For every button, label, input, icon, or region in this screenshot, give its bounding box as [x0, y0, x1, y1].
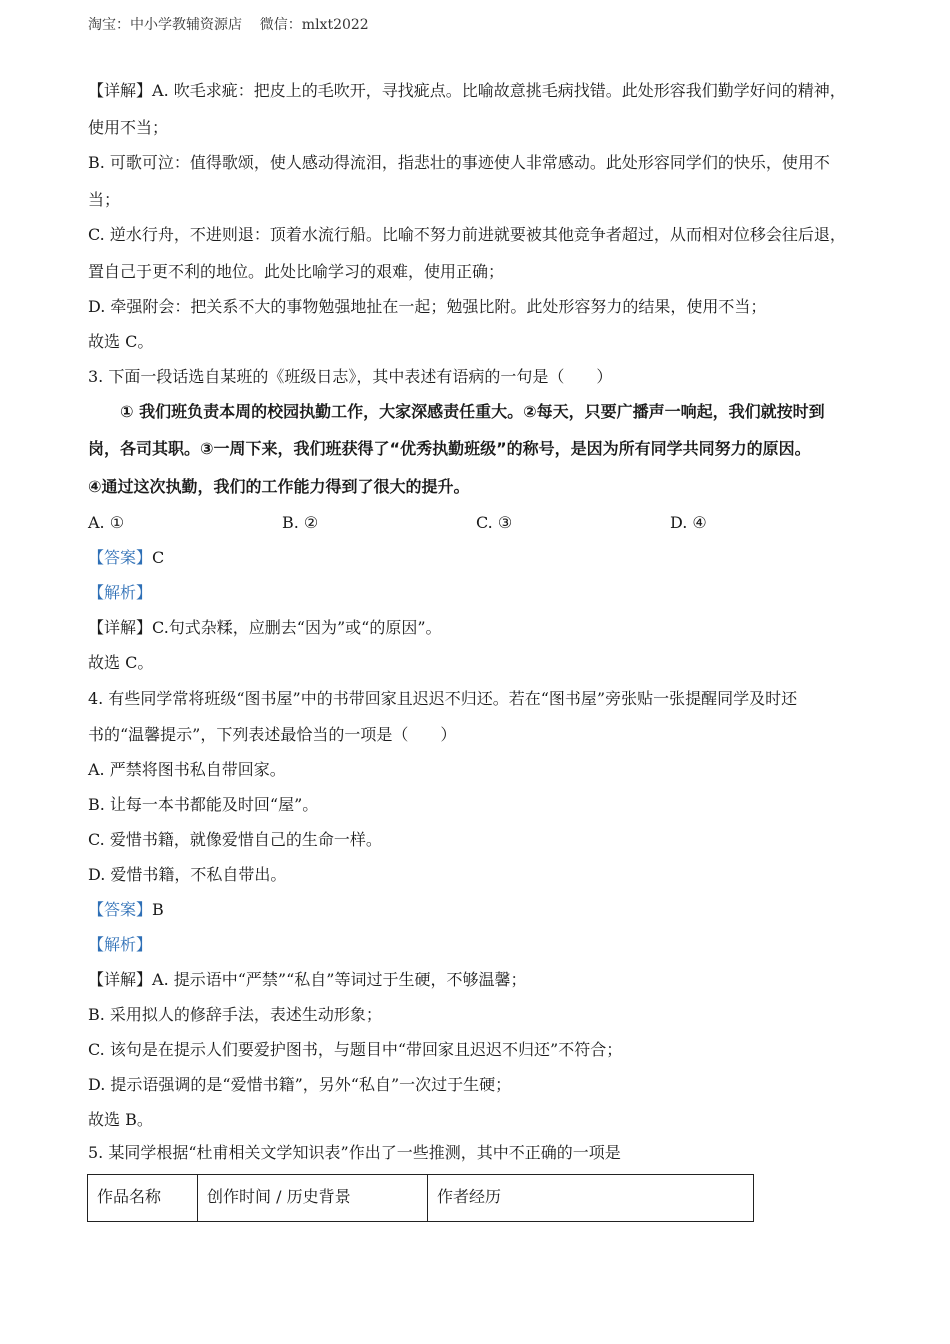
q2-detail-a: 【详解】A. 吹毛求疵：把皮上的毛吹开，寻找疵点。比喻故意挑毛病找错。此处形容我们勤学好问的精神， — [88, 81, 846, 100]
q3-detail: 【详解】C.句式杂糅，应删去“因为”或“的原因”。 — [88, 618, 442, 637]
q2-detail-b: B. 可歌可泣：值得歌颂，使人感动得流泪，指悲壮的事迹使人非常感动。此处形容同学们的快乐，使用不 — [88, 153, 830, 172]
q3-stem: 3. 下面一段话选自某班的《班级日志》，其中表述有语病的一句是（ ） — [88, 367, 613, 386]
q2-conclusion: 故选 C。 — [88, 332, 154, 351]
q3-passage-line3: ④通过这次执勤，我们的工作能力得到了很大的提升。 — [88, 477, 470, 496]
q4-detail-c: C. 该句是在提示人们要爱护图书，与题目中“带回家且迟迟不归还”不符合； — [88, 1040, 623, 1059]
detail-label: 【详解】 — [88, 81, 153, 100]
q4-detail-a: 【详解】A. 提示语中“严禁”“私自”等词过于生硬，不够温馨； — [88, 970, 527, 989]
table-header-cell: 作品名称 — [88, 1175, 198, 1222]
q3-passage-line2: 岗，各司其职。③一周下来，我们班获得了“优秀执勤班级”的称号，是因为所有同学共同努力的原因。 — [88, 439, 811, 458]
q3-passage-line1: ① 我们班负责本周的校园执勤工作，大家深感责任重大。②每天，只要广播声一响起，我们就按时到 — [120, 402, 825, 421]
q4-detail-b: B. 采用拟人的修辞手法，表述生动形象； — [88, 1005, 382, 1024]
table-header-row — [88, 1175, 754, 1222]
q3-option-a: A. ① — [88, 513, 125, 532]
q4-option-b: B. 让每一本书都能及时回“屋”。 — [88, 795, 319, 814]
q2-detail-c: C. 逆水行舟，不进则退：顶着水流行船。比喻不努力前进就要被其他竞争者超过，从而相对位移会往后退， — [88, 225, 846, 244]
dufu-knowledge-table — [87, 1174, 754, 1222]
answer-label: 【答案】 — [88, 548, 153, 567]
table-header-cell: 创作时间 / 历史背景 — [198, 1175, 428, 1222]
q3-option-c: C. ③ — [476, 513, 513, 532]
q4-option-a: A. 严禁将图书私自带回家。 — [88, 760, 286, 779]
q2-detail-b-cont: 当； — [88, 190, 121, 209]
q5-stem: 5. 某同学根据“杜甫相关文学知识表”作出了一些推测，其中不正确的一项是 — [88, 1143, 621, 1162]
q4-stem-cont: 书的“温馨提示”，下列表述最恰当的一项是（ ） — [88, 725, 457, 744]
q2-detail-c-cont: 置自己于更不利的地位。此处比喻学习的艰难，使用正确； — [88, 262, 505, 281]
q3-option-b: B. ② — [282, 513, 319, 532]
q4-option-d: D. 爱惜书籍，不私自带出。 — [88, 865, 287, 884]
q4-stem: 4. 有些同学常将班级“图书屋”中的书带回家且迟迟不归还。若在“图书屋”旁张贴一张提醒同学及时还 — [88, 689, 798, 708]
q3-option-d: D. ④ — [670, 513, 707, 532]
q2-detail-d: D. 牵强附会：把关系不大的事物勉强地扯在一起；勉强比附。此处形容努力的结果，使用不当； — [88, 297, 767, 316]
q2-detail-a-cont: 使用不当； — [88, 118, 169, 137]
q4-answer: 【答案】B — [88, 900, 164, 919]
q4-option-c: C. 爱惜书籍，就像爱惜自己的生命一样。 — [88, 830, 382, 849]
answer-label: 【答案】 — [88, 900, 153, 919]
q3-answer: 【答案】C — [88, 548, 165, 567]
q4-detail-d: D. 提示语强调的是“爱惜书籍”，另外“私自”一次过于生硬； — [88, 1075, 512, 1094]
table-header-cell: 作者经历 — [428, 1175, 754, 1222]
q4-conclusion: 故选 B。 — [88, 1110, 153, 1129]
q3-analysis-label: 【解析】 — [88, 583, 153, 602]
page-header: 淘宝：中小学教辅资源店 微信：mlxt2022 — [88, 17, 369, 33]
q3-conclusion: 故选 C。 — [88, 653, 154, 672]
q4-analysis-label: 【解析】 — [88, 935, 153, 954]
